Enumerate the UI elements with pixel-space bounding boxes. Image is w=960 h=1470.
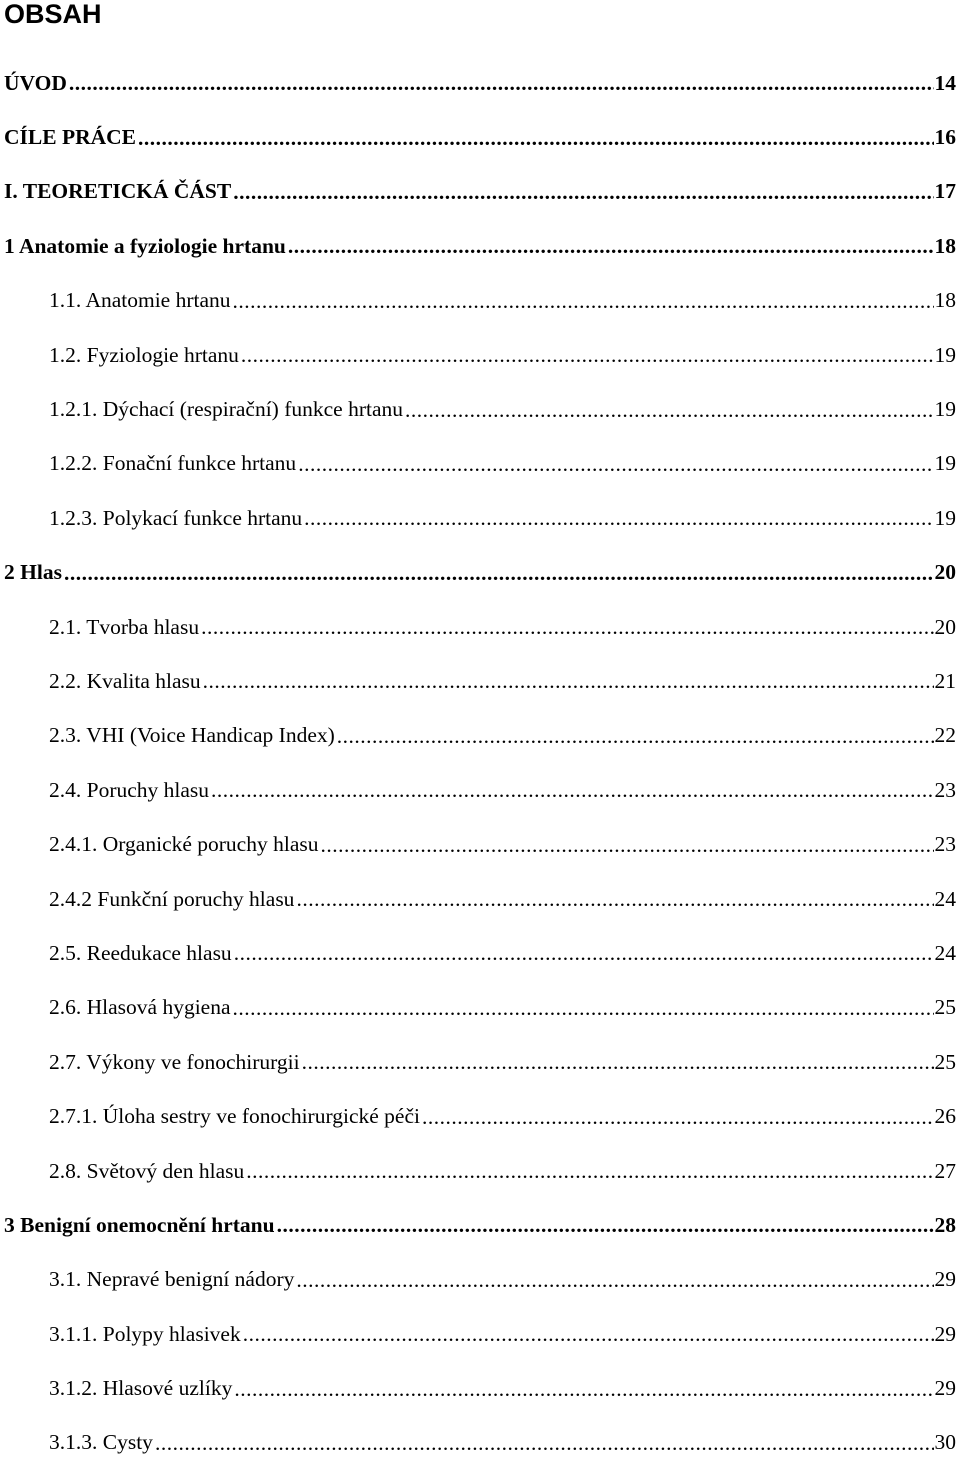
dot-leader (234, 941, 934, 965)
toc-entry-page-number: 22 (934, 723, 956, 748)
dot-leader (201, 615, 933, 639)
toc-entry-page-number: 25 (934, 1049, 956, 1074)
toc-entry[interactable] (0, 491, 960, 545)
toc-entry-title[interactable]: 2.4. Poruchy hlasu (49, 777, 210, 802)
toc-entry-page-number: 19 (934, 505, 956, 530)
toc-entry-page-number: 16 (934, 125, 956, 150)
dot-leader (211, 778, 933, 802)
dot-leader (288, 234, 934, 258)
toc-entry-title[interactable]: 2.7.1. Úloha sestry ve fonochirurgické péči (49, 1104, 420, 1129)
toc-entry[interactable] (0, 981, 960, 1035)
toc-entry-title[interactable]: 1.2.1. Dýchací (respirační) funkce hrtanu (49, 397, 404, 422)
toc-entry-page-number: 23 (934, 832, 956, 857)
dot-leader (337, 724, 934, 748)
dot-leader (233, 180, 933, 204)
toc-entry-page-number: 26 (934, 1104, 956, 1129)
dot-leader (321, 833, 934, 857)
dot-leader (296, 887, 933, 911)
dot-leader (203, 669, 934, 693)
toc-entry-title[interactable]: 2 Hlas (4, 560, 62, 585)
toc-entry-title[interactable]: 1.1. Anatomie hrtanu (49, 288, 231, 313)
dot-leader (233, 996, 934, 1020)
toc-entry-page-number: 29 (934, 1321, 956, 1346)
toc-entry-page-number: 23 (934, 777, 956, 802)
toc-entry-title[interactable]: 2.3. VHI (Voice Handicap Index) (49, 723, 335, 748)
toc-entry[interactable] (0, 1198, 960, 1252)
dot-leader (243, 1322, 934, 1346)
dot-leader (298, 452, 933, 476)
dot-leader (69, 71, 934, 95)
toc-entry[interactable] (0, 1361, 960, 1415)
toc-entry[interactable] (0, 817, 960, 871)
dot-leader (277, 1213, 934, 1237)
table-of-contents (0, 56, 960, 1470)
toc-entry-page-number: 29 (934, 1376, 956, 1401)
toc-entry-title[interactable]: ÚVOD (4, 70, 67, 95)
toc-entry-title[interactable]: 2.4.1. Organické poruchy hlasu (49, 832, 319, 857)
dot-leader (302, 1050, 934, 1074)
toc-entry-page-number: 20 (934, 560, 956, 585)
dot-leader (241, 343, 934, 367)
dot-leader (64, 561, 934, 585)
toc-entry-title[interactable]: 2.2. Kvalita hlasu (49, 668, 201, 693)
toc-entry[interactable] (0, 382, 960, 436)
toc-entry[interactable] (0, 654, 960, 708)
dot-leader (304, 506, 933, 530)
toc-entry[interactable] (0, 763, 960, 817)
toc-entry[interactable] (0, 328, 960, 382)
dot-leader (422, 1105, 934, 1129)
dot-leader (155, 1431, 934, 1455)
toc-entry-page-number: 25 (934, 995, 956, 1020)
toc-entry[interactable] (0, 546, 960, 600)
toc-entry-title[interactable]: 3.1.1. Polypy hlasivek (49, 1321, 241, 1346)
toc-entry[interactable] (0, 56, 960, 110)
toc-entry-page-number: 29 (934, 1267, 956, 1292)
toc-entry[interactable] (0, 1144, 960, 1198)
toc-entry[interactable] (0, 437, 960, 491)
toc-entry-title[interactable]: 2.6. Hlasová hygiena (49, 995, 231, 1020)
toc-entry[interactable] (0, 1416, 960, 1470)
toc-entry-page-number: 18 (934, 288, 956, 313)
toc-entry[interactable] (0, 1253, 960, 1307)
dot-leader (405, 398, 933, 422)
toc-entry-page-number: 18 (934, 233, 956, 258)
toc-entry-title[interactable]: 2.7. Výkony ve fonochirurgii (49, 1049, 300, 1074)
toc-entry-page-number: 30 (934, 1430, 956, 1455)
toc-entry-title[interactable]: I. TEORETICKÁ ČÁST (4, 179, 232, 204)
toc-entry-page-number: 27 (934, 1158, 956, 1183)
toc-entry-page-number: 19 (934, 342, 956, 367)
toc-entry[interactable] (0, 1089, 960, 1143)
dot-leader (234, 1377, 933, 1401)
toc-entry-page-number: 19 (934, 451, 956, 476)
toc-entry-title[interactable]: CÍLE PRÁCE (4, 125, 137, 150)
toc-entry-title[interactable]: 3.1.3. Cysty (49, 1430, 153, 1455)
toc-entry-title[interactable]: 3.1.2. Hlasové uzlíky (49, 1376, 233, 1401)
toc-entry-page-number: 14 (934, 70, 956, 95)
toc-entry[interactable] (0, 110, 960, 164)
toc-entry-title[interactable]: 2.8. Světový den hlasu (49, 1158, 245, 1183)
dot-leader (246, 1159, 933, 1183)
toc-entry[interactable] (0, 219, 960, 273)
toc-entry-title[interactable]: 2.4.2 Funkční poruchy hlasu (49, 886, 295, 911)
toc-entry-page-number: 20 (934, 614, 956, 639)
toc-entry-page-number: 24 (934, 940, 956, 965)
toc-entry[interactable] (0, 709, 960, 763)
toc-entry-title[interactable]: 2.5. Reedukace hlasu (49, 940, 232, 965)
toc-entry[interactable] (0, 926, 960, 980)
toc-entry[interactable] (0, 1035, 960, 1089)
toc-entry[interactable] (0, 872, 960, 926)
toc-entry-title[interactable]: 1.2.3. Polykací funkce hrtanu (49, 505, 303, 530)
toc-entry-title[interactable]: 3.1. Nepravé benigní nádory (49, 1267, 295, 1292)
page-title: OBSAH (4, 0, 102, 29)
toc-entry-title[interactable]: 3 Benigní onemocnění hrtanu (4, 1212, 275, 1237)
toc-entry-title[interactable]: 2.1. Tvorba hlasu (49, 614, 200, 639)
toc-entry-page-number: 24 (934, 886, 956, 911)
toc-entry[interactable] (0, 274, 960, 328)
toc-entry-page-number: 19 (934, 397, 956, 422)
toc-entry[interactable] (0, 165, 960, 219)
toc-entry[interactable] (0, 600, 960, 654)
toc-entry-title[interactable]: 1 Anatomie a fyziologie hrtanu (4, 233, 286, 258)
toc-entry-title[interactable]: 1.2. Fyziologie hrtanu (49, 342, 239, 367)
toc-entry-title[interactable]: 1.2.2. Fonační funkce hrtanu (49, 451, 297, 476)
dot-leader (138, 126, 933, 150)
toc-entry-page-number: 21 (934, 668, 956, 693)
toc-entry-page-number: 28 (934, 1212, 956, 1237)
dot-leader (233, 289, 934, 313)
dot-leader (296, 1268, 933, 1292)
toc-entry-page-number: 17 (934, 179, 956, 204)
toc-entry[interactable] (0, 1307, 960, 1361)
